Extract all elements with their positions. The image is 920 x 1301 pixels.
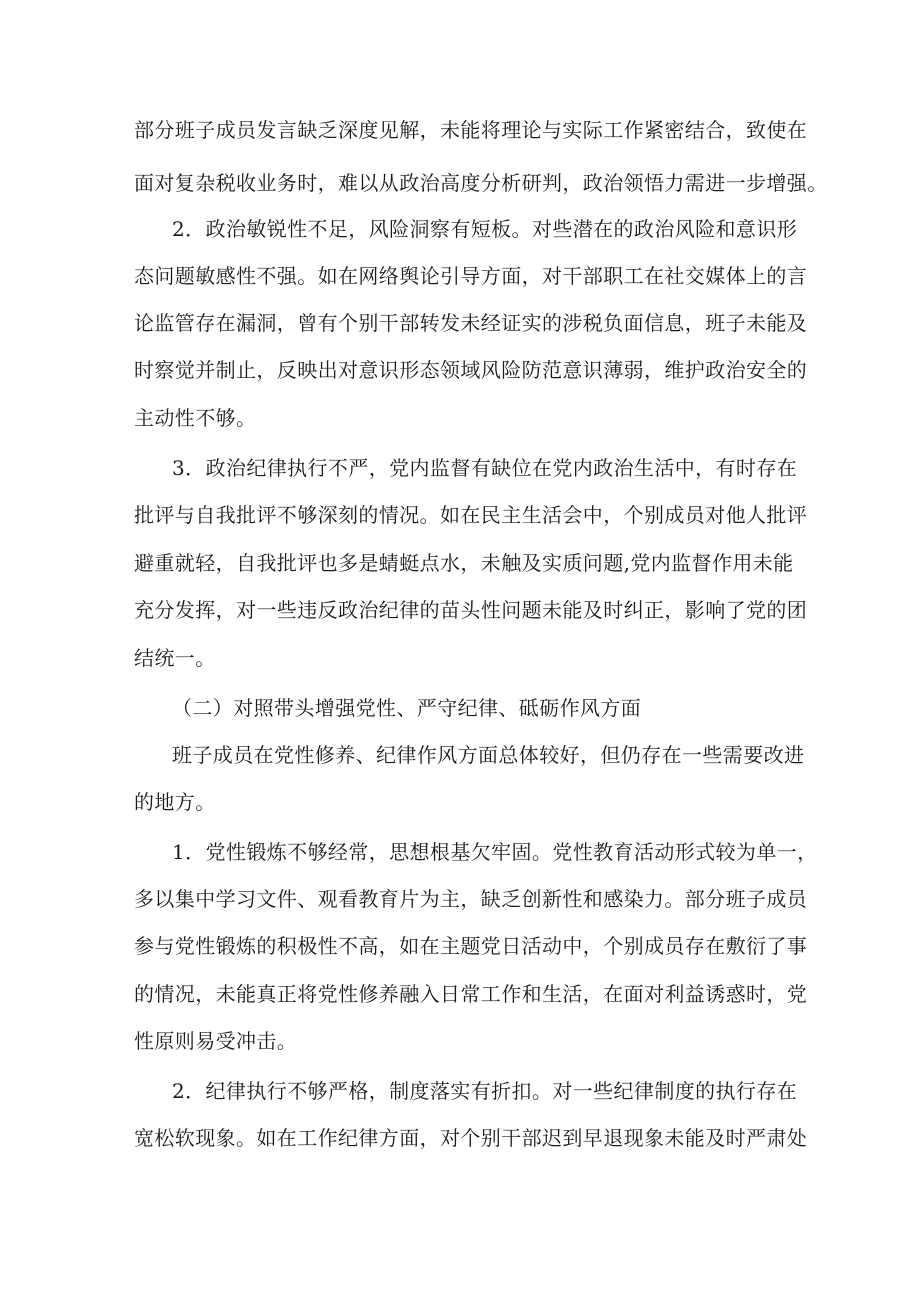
text-line: 结统一。 [134,646,216,670]
text-line: 多以集中学习文件、观看教育片为主，缺乏创新性和感染力。部分班子成员 [134,887,808,911]
text-line: 充分发挥，对一些违反政治纪律的苗头性问题未能及时纠正，影响了党的团 [134,598,808,622]
text-line: 面对复杂税收业务时，难以从政治高度分析研判，政治领悟力需进一步增强。 [134,171,828,195]
text-line: 批评与自我批评不够深刻的情况。如在民主生活会中，个别成员对他人批评 [134,503,808,527]
paragraph-start: 2．纪律执行不够严格，制度落实有折扣。对一些纪律制度的执行存在 [172,1079,798,1103]
text-line: 参与党性锻炼的积极性不高，如在主题党日活动中，个别成员存在敷衍了事 [134,934,808,958]
text-line: 部分班子成员发言缺乏深度见解，未能将理论与实际工作紧密结合，致使在 [134,118,808,142]
text-line: 的地方。 [134,790,216,814]
text-line: 时察觉并制止，反映出对意识形态领域风险防范意识薄弱，维护政治安全的 [134,358,808,382]
text-line: 论监管存在漏洞，曾有个别干部转发未经证实的涉税负面信息，班子未能及 [134,311,808,335]
text-line: 主动性不够。 [134,406,257,430]
paragraph-start: 2．政治敏锐性不足，风险洞察有短板。对些潜在的政治风险和意识形 [172,217,798,241]
text-line: 性原则易受冲击。 [134,1029,298,1053]
text-line: 宽松软现象。如在工作纪律方面，对个别干部迟到早退现象未能及时严肃处 [134,1126,808,1150]
paragraph-start: 班子成员在党性修养、纪律作风方面总体较好，但仍存在一些需要改进 [172,743,805,767]
paragraph-start: 3．政治纪律执行不严，党内监督有缺位在党内政治生活中，有时存在 [172,456,798,480]
paragraph-start: 1．党性锻炼不够经常，思想根基欠牢固。党性教育活动形式较为单一， [172,840,818,864]
text-line: 态问题敏感性不强。如在网络舆论引导方面，对干部职工在社交媒体上的言 [134,264,808,288]
section-heading: （二）对照带头增强党性、严守纪律、砥砺作风方面 [172,696,642,720]
text-line: 避重就轻，自我批评也多是蜻蜓点水，未触及实质问题,党内监督作用未能 [134,551,794,575]
text-line: 的情况，未能真正将党性修养融入日常工作和生活，在面对利益诱惑时，党 [134,982,808,1006]
